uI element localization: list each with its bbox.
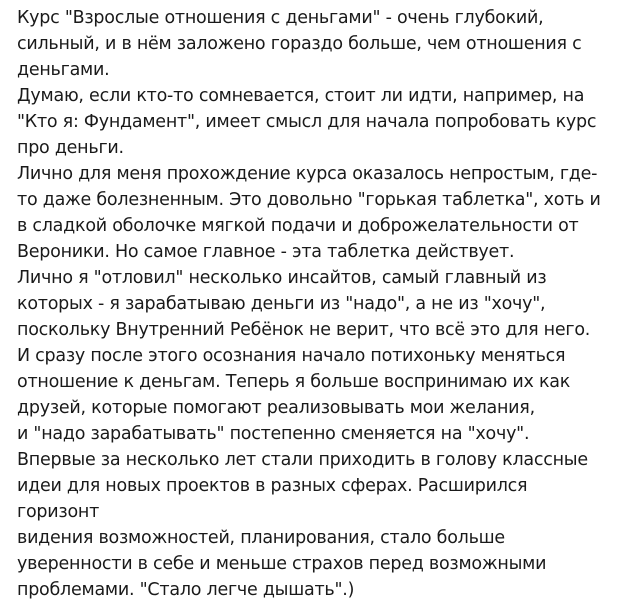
- text-line: уверенности в себе и меньше страхов перед возможными: [17, 554, 547, 574]
- text-line: видения возможностей, планирования, стало больше: [17, 528, 505, 548]
- text-line: деньгами.: [17, 60, 110, 80]
- text-line: горизонт: [17, 502, 100, 522]
- text-line: и "надо зарабатывать" постепенно сменяется на "хочу".: [17, 424, 530, 444]
- text-line: сильный, и в нём заложено гораздо больше, чем отношения с: [17, 34, 582, 54]
- text-line: "Кто я: Фундамент", имеет смысл для начала попробовать курс: [17, 112, 597, 132]
- text-line: идеи для новых проектов в разных сферах. Расширился: [17, 476, 528, 496]
- text-line: Лично для меня прохождение курса оказалось непростым, где-: [17, 164, 598, 184]
- text-line: друзей, которые помогают реализовывать мои желания,: [17, 398, 535, 418]
- text-line: про деньги.: [17, 138, 124, 158]
- text-line: Вероники. Но самое главное - эта таблетка действует.: [17, 242, 515, 262]
- text-line: Думаю, если кто-то сомневается, стоит ли идти, например, на: [17, 86, 585, 106]
- text-line: Курс "Взрослые отношения с деньгами" - очень глубокий,: [17, 8, 544, 28]
- text-line: которых - я зарабатываю деньги из "надо", а не из "хочу",: [17, 294, 546, 314]
- text-line: поскольку Внутренний Ребёнок не верит, что всё это для него.: [17, 320, 591, 340]
- text-line: отношение к деньгам. Теперь я больше воспринимаю их как: [17, 372, 571, 392]
- text-line: проблемами. "Стало легче дышать".): [17, 580, 355, 600]
- text-line: Лично я "отловил" несколько инсайтов, самый главный из: [17, 268, 547, 288]
- text-line: то даже болезненным. Это довольно "горькая таблетка", хоть и: [17, 190, 601, 210]
- text-line: в сладкой оболочке мягкой подачи и доброжелательности от: [17, 216, 579, 236]
- text-line: И сразу после этого осознания начало потихоньку меняться: [17, 346, 566, 366]
- text-line: Впервые за несколько лет стали приходить в голову классные: [17, 450, 588, 470]
